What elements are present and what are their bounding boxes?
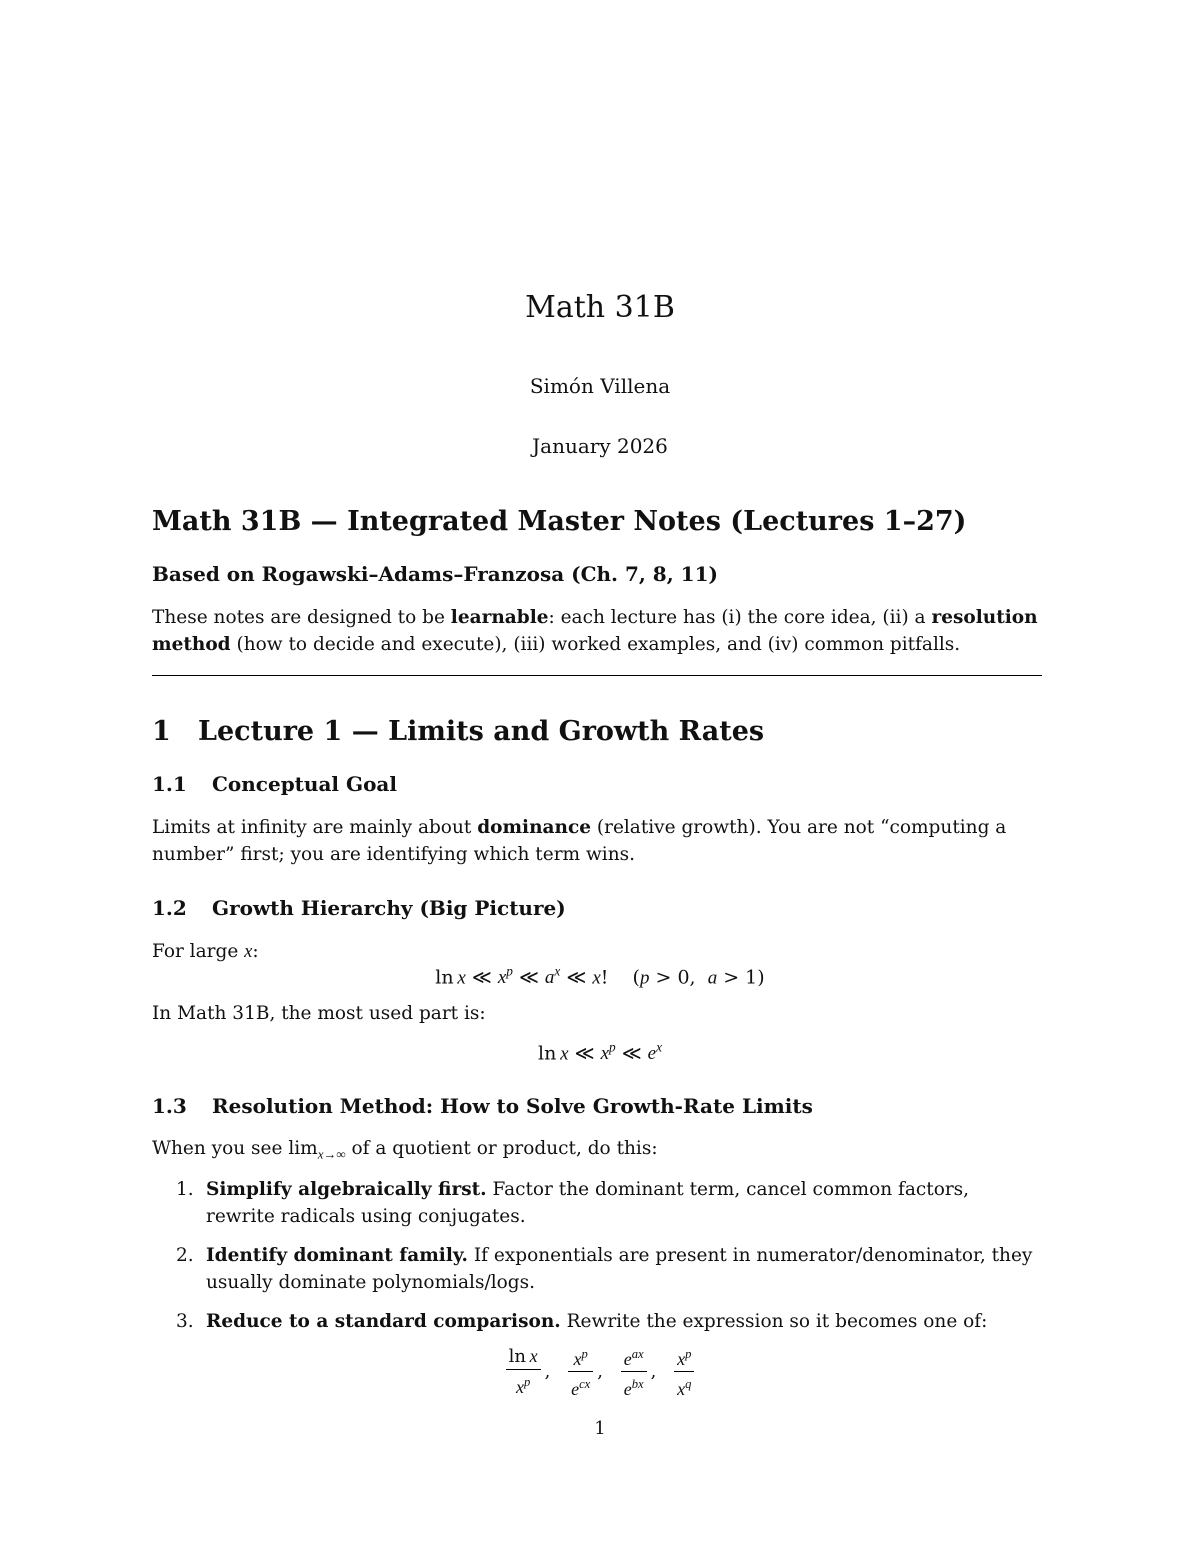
list-item-body: Factor the dominant term, cancel common factors, rewrite radicals using conjugates. <box>206 1179 970 1227</box>
based-on-heading: Based on Rogawski–Adams–Franzosa (Ch. 7, 8, 11) <box>152 562 718 586</box>
intro-text-3: (how to decide and execute), (iii) worked examples, and (iv) common pitfalls. <box>230 634 961 655</box>
growth-hierarchy-equation: ln x ≪ $x^p$ ≪ $a^x$ ≪ x! (p > 0, a > 1) <box>435 964 765 989</box>
conceptual-goal-paragraph <box>152 814 1042 868</box>
doc-author: Simón Villena <box>529 374 671 398</box>
main-heading: Math 31B — Integrated Master Notes (Lectures 1–27) <box>152 506 967 537</box>
list-item-body: If exponentials are present in numerator/denominator, they usually dominate polynomials/logs. <box>206 1245 1033 1293</box>
list-item-number: 1. <box>176 1179 194 1200</box>
for-large-x-line <box>152 938 1042 966</box>
fraction-xp-over-xq: $\frac{x^p}{x^q}$ <box>674 1342 694 1401</box>
goal-bold-dominance: dominance <box>477 817 591 838</box>
subsection-1-1-number: 1.1 <box>152 772 187 796</box>
intro-bold-learnable: learnable <box>450 607 549 628</box>
list-item-number: 3. <box>176 1311 194 1332</box>
doc-title: Math 31B <box>525 290 675 325</box>
list-item <box>176 1242 1042 1296</box>
fraction-lnx-over-xp: $\frac{\text{ln x}}{x^p}$ <box>506 1344 541 1399</box>
list-item-number: 2. <box>176 1245 194 1266</box>
page-number: 1 <box>594 1418 606 1439</box>
goal-text-2: (relative growth). You are not “computing a number” first; you are identifying which term wins. <box>152 817 1007 865</box>
when-prefix: When you see lim <box>152 1138 318 1159</box>
doc-date: January 2026 <box>532 434 668 458</box>
subsection-1-2-title: Growth Hierarchy (Big Picture) <box>212 896 566 920</box>
when-you-see-line <box>152 1135 1042 1168</box>
when-suffix: of a quotient or product, do this: <box>345 1138 658 1159</box>
subsection-1-3-title: Resolution Method: How to Solve Growth-Rate Limits <box>212 1094 813 1118</box>
colon-text: : <box>252 941 259 962</box>
list-item-bold: Reduce to a standard comparison. <box>206 1311 561 1332</box>
most-used-text: In Math 31B, the most used part is: <box>152 1003 486 1024</box>
fraction-eax-over-ebx: $\frac{e^{ax}}{e^{bx}}$ <box>621 1342 647 1401</box>
subsection-1-3-number: 1.3 <box>152 1094 187 1118</box>
subsection-1-1-heading <box>152 772 397 796</box>
x-variable: x <box>244 942 253 962</box>
horizontal-rule <box>152 675 1042 676</box>
subsection-1-2-number: 1.2 <box>152 896 187 920</box>
fraction-xp-over-ecx: $\frac{x^p}{e^{cx}}$ <box>568 1342 593 1401</box>
goal-text-1: Limits at infinity are mainly about <box>152 817 478 838</box>
standard-comparisons-equation: $\frac{\text{ln x}}{x^p}$ , $\frac{x^p}{e^{cx}}$ , $\frac{e^{ax}}{e^{bx}}$ , $\frac{x^p}{x^q}$ <box>0 1342 1200 1401</box>
intro-bold-resolution-method: resolution method <box>152 607 1038 655</box>
list-item-text <box>206 1242 1042 1296</box>
list-item-bold: Identify dominant family. <box>206 1245 468 1266</box>
section-1-title: Lecture 1 — Limits and Growth Rates <box>198 716 765 747</box>
most-used-equation: ln x ≪ $x^p$ ≪ $e^x$ <box>538 1040 662 1065</box>
list-item-bold: Simplify algebraically first. <box>206 1179 487 1200</box>
intro-text-1: These notes are designed to be <box>152 607 451 628</box>
intro-text-2: : each lecture has (i) the core idea, (ii) a <box>548 607 932 628</box>
lim-subscript: x→∞ <box>317 1146 346 1162</box>
subsection-1-1-title: Conceptual Goal <box>212 772 397 796</box>
subsection-1-2-heading <box>152 896 566 920</box>
list-item <box>176 1176 1042 1230</box>
for-large-text: For large <box>152 941 245 962</box>
list-item <box>176 1308 1042 1335</box>
list-item-text <box>206 1176 1042 1230</box>
section-1-heading <box>152 716 764 747</box>
list-item-text <box>206 1308 1042 1335</box>
subsection-1-3-heading <box>152 1094 813 1118</box>
intro-paragraph <box>152 604 1042 658</box>
list-item-body: Rewrite the expression so it becomes one of: <box>560 1311 988 1332</box>
section-1-number: 1 <box>152 716 171 747</box>
